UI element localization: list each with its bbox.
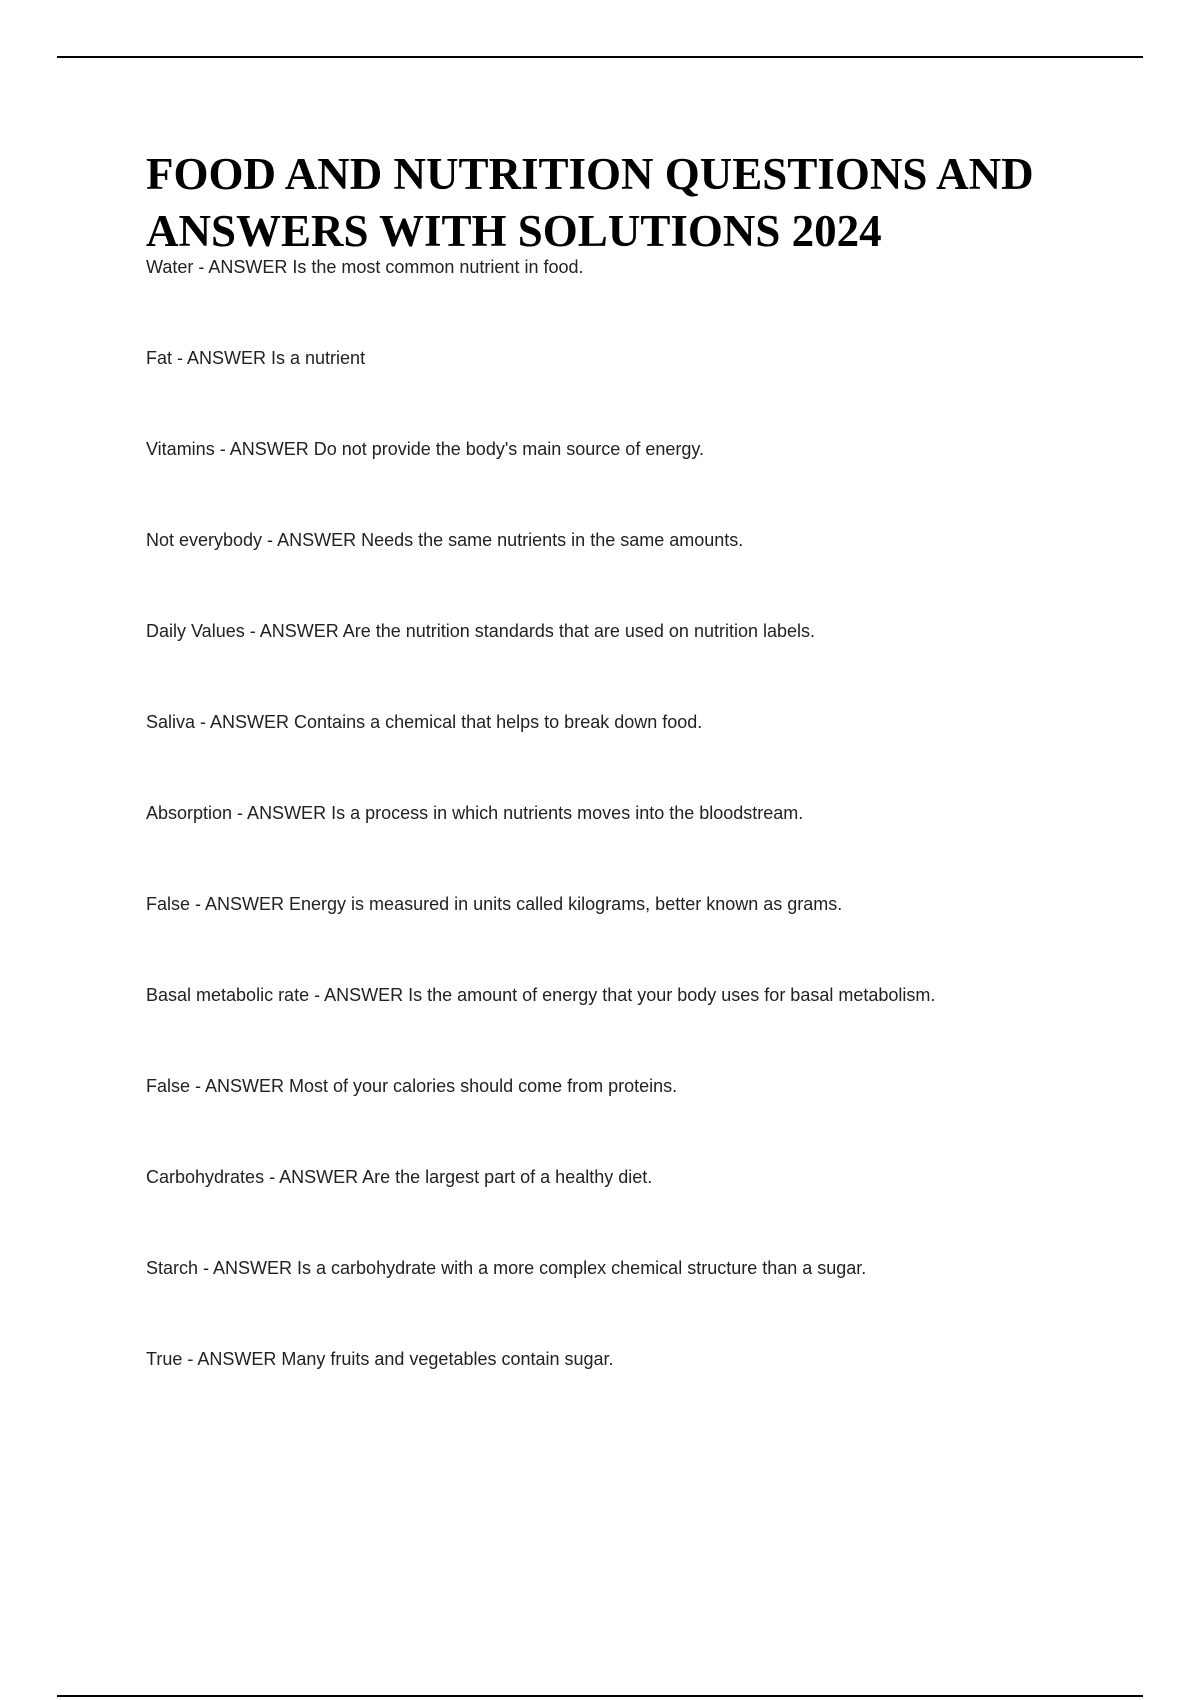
qa-item: Starch - ANSWER Is a carbohydrate with a more complex chemical structure than a sugar. (146, 1258, 867, 1278)
bottom-rule (57, 1695, 1143, 1697)
qa-item: Not everybody - ANSWER Needs the same nutrients in the same amounts. (146, 530, 744, 550)
qa-item: Water - ANSWER Is the most common nutrient in food. (146, 257, 584, 277)
qa-item: Fat - ANSWER Is a nutrient (146, 348, 366, 368)
qa-list (146, 256, 1126, 1370)
qa-item: Vitamins - ANSWER Do not provide the body's main source of energy. (146, 439, 705, 459)
qa-item: False - ANSWER Energy is measured in units called kilograms, better known as grams. (146, 894, 843, 914)
document-body (146, 146, 1126, 1439)
qa-item: Basal metabolic rate - ANSWER Is the amount of energy that your body uses for basal metabolism. (146, 985, 936, 1005)
qa-item: Carbohydrates - ANSWER Are the largest part of a healthy diet. (146, 1167, 653, 1187)
qa-item: False - ANSWER Most of your calories should come from proteins. (146, 1076, 678, 1096)
document-title: FOOD AND NUTRITION QUESTIONS AND ANSWERS WITH SOLUTIONS 2024 (146, 149, 1034, 256)
qa-item: Daily Values - ANSWER Are the nutrition standards that are used on nutrition labels. (146, 621, 816, 641)
top-rule (57, 56, 1143, 58)
qa-item: Saliva - ANSWER Contains a chemical that helps to break down food. (146, 712, 703, 732)
qa-item: True - ANSWER Many fruits and vegetables contain sugar. (146, 1349, 614, 1369)
qa-item: Absorption - ANSWER Is a process in which nutrients moves into the bloodstream. (146, 803, 804, 823)
